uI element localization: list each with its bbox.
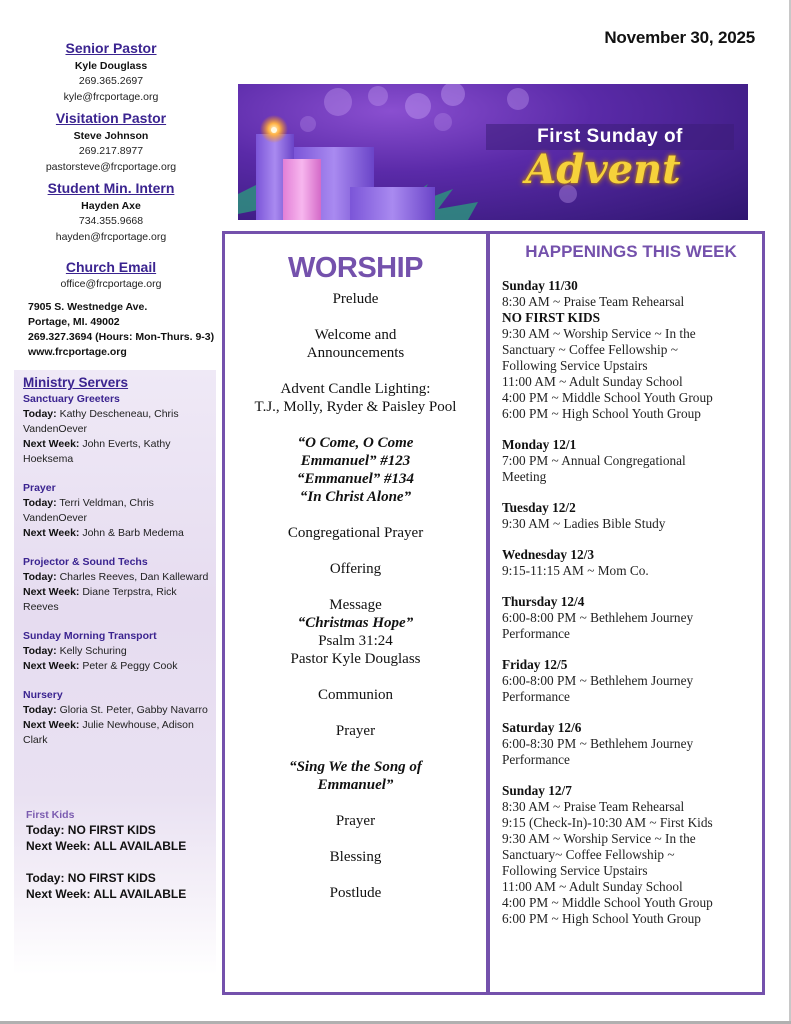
church-email-title: Church Email (65, 259, 157, 275)
event-line: 9:30 AM ~ Worship Service ~ In the (502, 326, 696, 341)
first-kids-line (26, 886, 221, 902)
event-line: 6:00-8:00 PM ~ Bethlehem Journey (502, 610, 694, 625)
group-next (23, 585, 215, 615)
day-title: Monday 12/1 (502, 437, 577, 452)
value: : ALL AVAILABLE (86, 887, 187, 901)
website-link[interactable]: www.frcportage.org (28, 346, 127, 358)
worship-line: Prayer (335, 813, 376, 829)
event-line: 6:00 PM ~ High School Youth Group (502, 911, 701, 926)
event-line: Meeting (502, 469, 547, 484)
next-label: Next Week: (23, 438, 80, 450)
ministry-group (23, 555, 215, 615)
bulletin-date: November 30, 2025 (604, 28, 755, 47)
worship-line: Communion (317, 687, 393, 703)
address-phone-hours: 269.327.3694 (Hours: Mon-Thurs. 9-3) (28, 331, 215, 343)
day-title: Friday 12/5 (502, 657, 568, 672)
worship-item (225, 884, 486, 902)
day-title: Sunday 11/30 (502, 278, 578, 293)
worship-line: “O Come, O Come (297, 435, 414, 451)
day-schedule (502, 783, 764, 927)
column-divider (486, 231, 490, 993)
person-name: Steve Johnson (73, 130, 149, 142)
group-today (23, 644, 215, 659)
event-line: Following Service Upstairs (502, 358, 648, 373)
next-names: John & Barb Medema (82, 527, 184, 539)
day-title: Thursday 12/4 (502, 594, 585, 609)
worship-item (225, 686, 486, 704)
next-names: Peter & Peggy Cook (82, 660, 178, 672)
event-line: Sanctuary~ Coffee Fellowship ~ (502, 847, 675, 862)
day-schedule (502, 500, 764, 532)
group-today (23, 496, 215, 526)
event-line: 9:15 (Check-In)-10:30 AM ~ First Kids (502, 815, 713, 830)
sidebar (0, 0, 222, 1020)
role-title: Visitation Pastor (55, 110, 167, 126)
day-schedule (502, 657, 764, 705)
label: Today: (26, 871, 65, 885)
phone: 734.355.9668 (78, 215, 144, 227)
event-line: NO FIRST KIDS (502, 310, 601, 325)
worship-item (225, 596, 486, 614)
worship-line: Prayer (335, 723, 376, 739)
group-title: Sunday Morning Transport (23, 630, 157, 642)
phone: 269.365.2697 (78, 75, 144, 87)
advent-banner (238, 84, 748, 220)
worship-item (225, 848, 486, 866)
worship-line: Emmanuel” (317, 777, 394, 793)
today-label: Today: (23, 408, 57, 420)
worship-item (225, 290, 486, 308)
event-line: 6:00 PM ~ High School Youth Group (502, 406, 701, 421)
day-title: Sunday 12/7 (502, 783, 572, 798)
today-names: Kelly Schuring (59, 645, 127, 657)
role-title: Senior Pastor (65, 40, 157, 56)
event-line: 6:00-8:30 PM ~ Bethlehem Journey (502, 736, 694, 751)
worship-item (225, 326, 486, 362)
person-name: Hayden Axe (81, 200, 141, 212)
event-line: 11:00 AM ~ Adult Sunday School (502, 879, 683, 894)
group-today (23, 703, 215, 718)
worship-line: Announcements (306, 345, 405, 361)
worship-line: “In Christ Alone” (299, 489, 412, 505)
ministry-group (23, 629, 215, 674)
ministry-groups (23, 392, 215, 748)
worship-item (225, 524, 486, 542)
next-names: Diane Terpstra, Rick Reeves (23, 586, 177, 613)
group-title: Sanctuary Greeters (23, 393, 120, 405)
worship-item (225, 560, 486, 578)
day-title: Saturday 12/6 (502, 720, 582, 735)
event-line: 8:30 AM ~ Praise Team Rehearsal (502, 294, 685, 309)
email-link[interactable]: kyle@frcportage.org (63, 91, 159, 103)
ministry-group (23, 392, 215, 467)
first-kids-title: First Kids (26, 809, 75, 821)
group-next (23, 659, 215, 674)
worship-line: Blessing (329, 849, 382, 865)
value: : ALL AVAILABLE (86, 839, 187, 853)
email-link[interactable]: hayden@frcportage.org (55, 231, 167, 243)
worship-line: Pastor Kyle Douglass (290, 651, 421, 667)
event-line: 4:00 PM ~ Middle School Youth Group (502, 895, 713, 910)
worship-item (225, 722, 486, 740)
label: Today: (26, 823, 65, 837)
worship-line: Message (329, 597, 382, 613)
worship-order (225, 290, 486, 902)
day-title: Tuesday 12/2 (502, 500, 576, 515)
worship-line: Psalm 31:24 (318, 633, 393, 649)
candle-purple-3 (350, 187, 435, 220)
next-names: John Everts, Kathy Hoeksema (23, 438, 171, 465)
today-label: Today: (23, 571, 57, 583)
first-kids-line (26, 838, 221, 854)
label: Next Week (26, 839, 87, 853)
address-street: 7905 S. Westnedge Ave. (28, 301, 148, 313)
event-line: Following Service Upstairs (502, 863, 648, 878)
event-line: Sanctuary ~ Coffee Fellowship ~ (502, 342, 678, 357)
event-line: 7:00 PM ~ Annual Congregational (502, 453, 686, 468)
worship-item (225, 758, 486, 794)
first-kids-line (26, 870, 221, 886)
church-email-link[interactable]: office@frcportage.org (60, 278, 162, 290)
day-schedule (502, 720, 764, 768)
candle-pink (283, 159, 321, 220)
worship-line: Postlude (329, 885, 382, 901)
event-line: 9:30 AM ~ Ladies Bible Study (502, 516, 666, 531)
event-line: 9:15-11:15 AM ~ Mom Co. (502, 563, 649, 578)
event-line: 9:30 AM ~ Worship Service ~ In the (502, 831, 696, 846)
today-names: Gloria St. Peter, Gabby Navarro (59, 704, 208, 716)
ministry-servers-title: Ministry Servers (23, 375, 129, 390)
group-next (23, 437, 215, 467)
event-line: 6:00-8:00 PM ~ Bethlehem Journey (502, 673, 694, 688)
role-title: Student Min. Intern (47, 180, 175, 196)
today-names: Charles Reeves, Dan Kalleward (59, 571, 209, 583)
today-names: Terri Veldman, Chris VandenOever (23, 497, 154, 524)
contact-senior-pastor (0, 40, 222, 105)
day-schedule (502, 278, 764, 422)
church-address (28, 300, 214, 360)
worship-line: “Christmas Hope” (297, 615, 414, 631)
event-line: 8:30 AM ~ Praise Team Rehearsal (502, 799, 685, 814)
worship-item (225, 614, 486, 632)
happenings-title: HAPPENINGS THIS WEEK (525, 242, 737, 261)
day-schedule (502, 547, 764, 579)
group-title: Nursery (23, 689, 63, 701)
group-title: Projector & Sound Techs (23, 556, 148, 568)
worship-title: WORSHIP (287, 252, 424, 284)
day-schedule (502, 594, 764, 642)
worship-line: Welcome and (314, 327, 397, 343)
next-label: Next Week: (23, 527, 80, 539)
group-today (23, 407, 215, 437)
next-names: Julie Newhouse, Adison Clark (23, 719, 194, 746)
first-kids-line (26, 822, 221, 838)
day-schedule (502, 437, 764, 485)
worship-line: “Emmanuel” #134 (296, 471, 415, 487)
worship-line: Congregational Prayer (287, 525, 424, 541)
worship-line: Prelude (332, 291, 379, 307)
today-names: Kathy Descheneau, Chris VandenOever (23, 408, 179, 435)
group-today (23, 570, 215, 585)
worship-item (225, 632, 486, 668)
happenings-column (502, 234, 764, 942)
contact-visitation-pastor (0, 110, 222, 175)
banner-title-line2: Advent (525, 146, 681, 193)
worship-item (225, 434, 486, 506)
value: NO FIRST KIDS (64, 823, 156, 837)
worship-line: “Sing We the Song of (289, 759, 422, 775)
happenings-days (502, 278, 764, 927)
today-label: Today: (23, 704, 57, 716)
today-label: Today: (23, 497, 57, 509)
contact-student-intern (0, 180, 222, 245)
next-label: Next Week: (23, 719, 80, 731)
event-line: Performance (502, 752, 570, 767)
next-label: Next Week: (23, 660, 80, 672)
ministry-group (23, 688, 215, 748)
email-link[interactable]: pastorsteve@frcportage.org (45, 161, 177, 173)
event-line: 11:00 AM ~ Adult Sunday School (502, 374, 683, 389)
event-line: Performance (502, 689, 570, 704)
person-name: Kyle Douglass (74, 60, 148, 72)
next-label: Next Week: (23, 586, 80, 598)
event-line: 4:00 PM ~ Middle School Youth Group (502, 390, 713, 405)
day-title: Wednesday 12/3 (502, 547, 594, 562)
worship-line: T.J., Molly, Ryder & Paisley Pool (254, 399, 457, 415)
group-title: Prayer (23, 482, 56, 494)
ministry-group (23, 481, 215, 541)
value: NO FIRST KIDS (64, 871, 156, 885)
worship-line: Advent Candle Lighting: (280, 381, 431, 397)
today-label: Today: (23, 645, 57, 657)
worship-line: Offering (329, 561, 382, 577)
phone: 269.217.8977 (78, 145, 144, 157)
label: Next Week (26, 887, 87, 901)
worship-item (225, 380, 486, 416)
event-line: Performance (502, 626, 570, 641)
group-next (23, 718, 215, 748)
address-city: Portage, MI. 49002 (28, 316, 120, 328)
worship-line: Emmanuel” #123 (300, 453, 411, 469)
worship-column (225, 234, 486, 920)
worship-item (225, 812, 486, 830)
banner-title-line1: First Sunday of (486, 124, 734, 150)
church-email-block (0, 259, 222, 292)
first-kids-block (26, 808, 221, 902)
group-next (23, 526, 215, 541)
